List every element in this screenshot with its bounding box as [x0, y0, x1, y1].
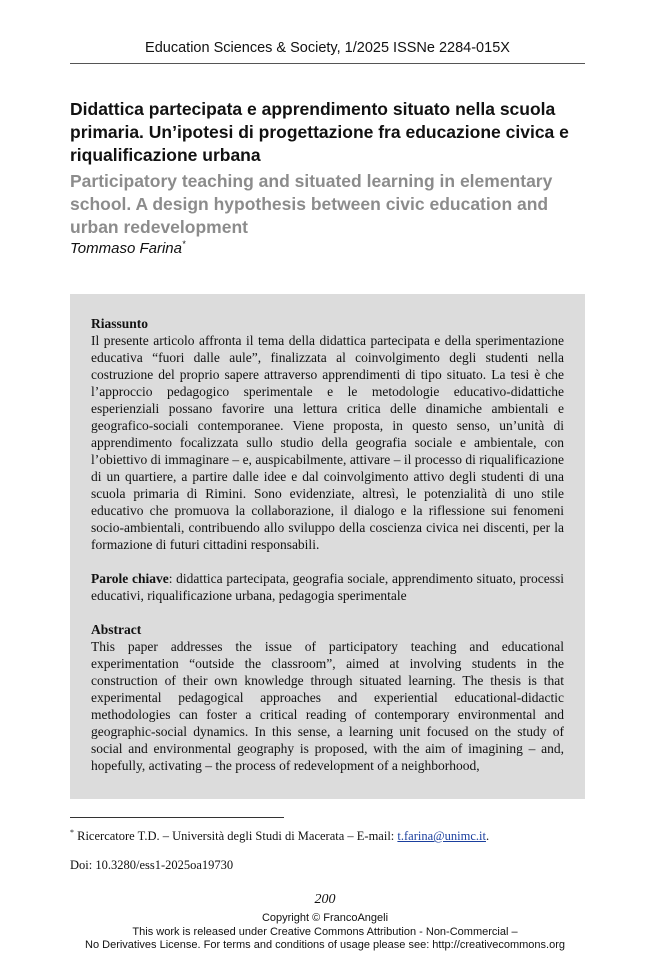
author [70, 239, 186, 257]
journal-header: Education Sciences & Society, 1/2025 ISSNe 2284-015X [145, 40, 510, 56]
riassunto-text: Il presente articolo affronta il tema della didattica partecipata e della sperimentazione educativa “fuori dalle aule”, finalizzata al coinvolgimento degli studenti nella costruzione del proprio sapere attraverso apprendimenti di tipo situato. La tesi è che l’approccio pedagogico sperimentale e le metodologie educativo-didattiche esperienziali possano favorire una lettura critica delle dinamiche ambientali e geografico-sociali contemporanee. Viene proposta, in questo senso, un’unità di apprendimento focalizzata sullo studio della geografia sociale e ambientale, con l’obiettivo di immaginare – e, auspicabilmente, attivare – il processo di riqualificazione di un quartiere, a partire dalle idee e dal coinvolgimento attivo degli studenti di una scuola primaria di Rimini. Sono evidenziate, altresì, le potenzialità di uno stile educativo che promuova la collaborazione, il dialogo e la riflessione sui fenomeni socio-ambientali, contribuendo allo sviluppo della coscienza civica nei discenti, per la formazione di futuri cittadini responsabili. [91, 333, 564, 552]
license-line-2: No Derivatives License. For terms and conditions of usage please see: http://creativecommons.org [85, 939, 565, 951]
page-number: 200 [314, 892, 336, 907]
abstract-heading: Abstract [91, 622, 142, 637]
header-divider [70, 63, 585, 64]
footnote [70, 828, 489, 844]
footnote-mark: * [70, 828, 74, 837]
keywords [91, 570, 564, 604]
author-name: Tommaso Farina [70, 240, 182, 257]
keywords-text: : didattica partecipata, geografia sociale, apprendimento situato, processi educativi, riqualificazione urbana, pedagogia sperimentale [91, 571, 564, 603]
copyright: Copyright © FrancoAngeli [261, 912, 389, 924]
keywords-label: Parole chiave [91, 571, 169, 586]
license-line-1: This work is released under Creative Commons Attribution - Non-Commercial – [132, 925, 518, 938]
title-english: Participatory teaching and situated learning in elementary school. A design hypothesis between civic education and urban redevelopment [70, 171, 553, 237]
title-italian: Didattica partecipata e apprendimento situato nella scuola primaria. Un’ipotesi di progettazione fra educazione civica e riqualificazione urbana [70, 99, 569, 165]
doi: Doi: 10.3280/ess1-2025oa19730 [70, 858, 234, 872]
footnote-divider [70, 817, 284, 818]
license-notice [0, 912, 650, 953]
abstract-box [70, 294, 585, 799]
footnote-text: Ricercatore T.D. – Università degli Studi di Macerata – E-mail: [74, 829, 398, 844]
email-link[interactable]: t.farina@unimc.it [397, 829, 486, 844]
footnote-end: . [485, 829, 490, 844]
author-footnote-mark: * [182, 239, 186, 249]
abstract-text: This paper addresses the issue of participatory teaching and educational experimentation “outside the classroom”, aimed at involving students in the construction of their own knowledge through situated learning. The thesis is that experimental pedagogical approaches and experiential educational-didactic methodologies can foster a critical reading of contemporary environmental and geographic-social dynamics. In this sense, a learning unit focused on the study of social and environmental geography is proposed, with the aim of imagining – and, hopefully, activating – the process of redevelopment of a neighborhood, [91, 639, 564, 773]
riassunto-heading: Riassunto [91, 316, 149, 331]
